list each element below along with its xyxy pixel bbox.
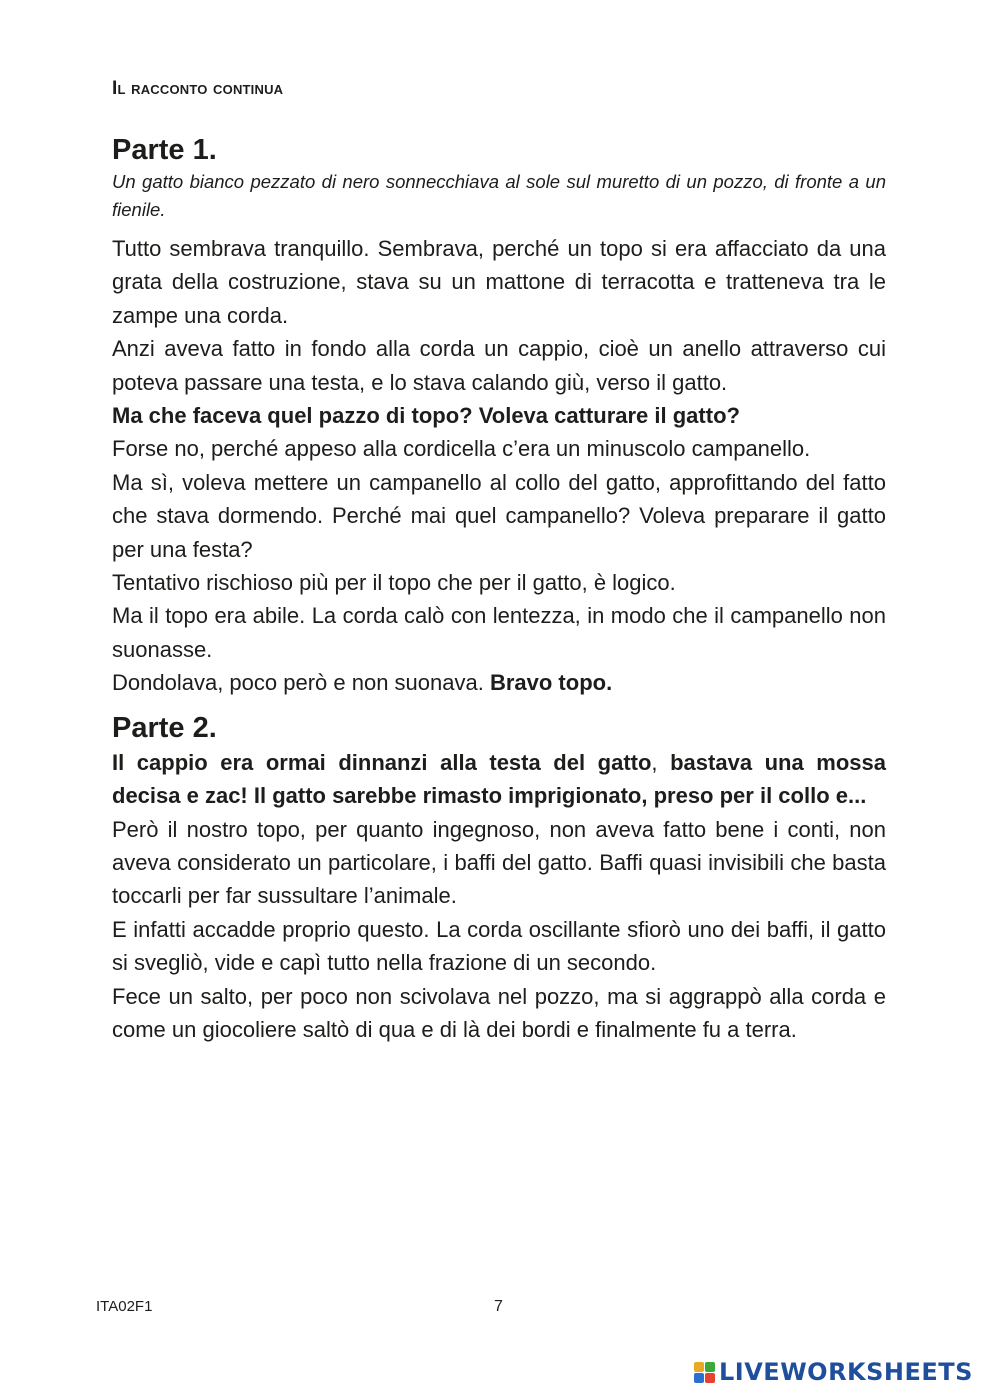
mark-square <box>694 1373 704 1383</box>
page-number: 7 <box>494 1298 503 1315</box>
story-content <box>112 132 886 1046</box>
part-2-bold-paragraph <box>112 746 886 813</box>
part-1-intro: Un gatto bianco pezzato di nero sonnecchiava al sole sul muretto di un pozzo, di fronte a un fienile. <box>112 171 886 220</box>
liveworksheets-mark-icon <box>694 1362 715 1383</box>
bold-sentence-end: bastava una mossa decisa e zac! Il gatto sarebbe rimasto imprigionato, preso per il collo e... <box>112 749 887 809</box>
story-paragraph: Tentativo rischioso più per il topo che per il gatto, è logico. <box>112 570 676 596</box>
part-2-title: Parte 2. <box>112 711 217 744</box>
section-label: Il racconto continua <box>112 78 284 99</box>
mark-square <box>694 1362 704 1372</box>
story-paragraph: Ma il topo era abile. La corda calò con lentezza, in modo che il campanello non suonasse. <box>112 603 886 662</box>
story-paragraph: Tutto sembrava tranquillo. Sembrava, perché un topo si era affacciato da una grata della costruzione, stava su un mattone di terracotta e tratteneva tra le zampe una corda. <box>112 236 886 328</box>
last-line-text: Dondolava, poco però e non suonava. <box>112 670 490 696</box>
story-paragraph-last <box>112 666 886 699</box>
story-paragraph: Anzi aveva fatto in fondo alla corda un cappio, cioè un anello attraverso cui poteva passare una testa, e lo stava calando giù, verso il gatto. <box>112 336 886 395</box>
story-paragraph: Fece un salto, per poco non scivolava nel pozzo, ma si aggrappò alla corda e come un giocoliere saltò di qua e di là dei bordi e finalmente fu a terra. <box>112 983 886 1042</box>
story-paragraph: E infatti accadde proprio questo. La corda oscillante sfiorò uno dei baffi, il gatto si svegliò, vide e capì tutto nella frazione di un secondo. <box>112 916 886 976</box>
mark-square <box>705 1373 715 1383</box>
bold-sentence-start: Il cappio era ormai dinnanzi alla testa del gatto <box>112 749 652 775</box>
logo-text: LIVEWORKSHEETS <box>719 1358 973 1386</box>
story-question: Ma che faceva quel pazzo di topo? Voleva catturare il gatto? <box>112 403 740 429</box>
story-paragraph: Ma sì, voleva mettere un campanello al collo del gatto, approfittando del fatto che stava dormendo. Perché mai quel campanello? Voleva preparare il gatto per una festa? <box>112 469 886 562</box>
mark-square <box>705 1362 715 1372</box>
liveworksheets-logo[interactable] <box>694 1360 973 1384</box>
bold-sentence-comma: , <box>651 749 671 775</box>
part-1-title: Parte 1. <box>112 134 217 166</box>
story-paragraph: Però il nostro topo, per quanto ingegnoso, non aveva fatto bene i conti, non aveva considerato un particolare, i baffi del gatto. Baffi quasi invisibili che basta toccarli per far sussultare l’animale. <box>112 816 886 909</box>
document-code: ITA02F1 <box>96 1298 153 1315</box>
story-paragraph: Forse no, perché appeso alla cordicella c’era un minuscolo campanello. <box>112 436 811 462</box>
last-line-bold: Bravo topo. <box>489 670 613 696</box>
